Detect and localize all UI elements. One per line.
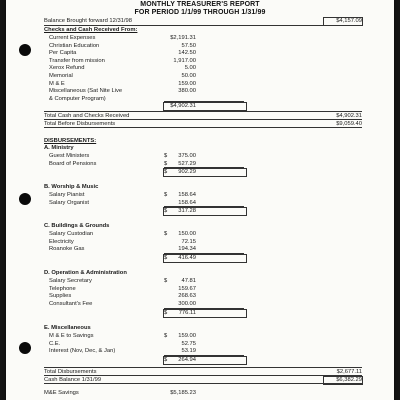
savings-row: [6, 389, 394, 397]
section-total: 264.94: [178, 356, 196, 363]
dollar-sign: $: [164, 332, 168, 339]
disbursement-amount: 159.00: [178, 332, 196, 339]
disbursement-amount: 150.00: [178, 230, 196, 237]
dollar-sign: $: [164, 277, 168, 284]
receipt-amount: 57.50: [181, 42, 196, 49]
rule: [44, 383, 362, 384]
section-title-row: [6, 269, 394, 277]
receipts-heading-row: [6, 26, 394, 34]
balance-forward-label: Balance Brought forward 12/31/98: [44, 18, 132, 24]
disbursement-row: [6, 277, 394, 285]
section-title: A. Ministry: [44, 145, 74, 151]
receipt-amount: $2,191.31: [170, 35, 196, 41]
disbursement-label: Salary Pianist: [49, 191, 85, 198]
section-total: 416.49: [178, 254, 196, 261]
receipt-label: & Computer Program): [49, 95, 106, 102]
section-title: E. Miscellaneous: [44, 325, 91, 331]
section-title-row: [6, 324, 394, 332]
disbursement-label: Guest Ministers: [49, 152, 90, 159]
section-total-box: [163, 254, 247, 263]
receipt-amount: 5.00: [184, 65, 196, 72]
cash-balance-label: Cash Balance 1/31/99: [44, 376, 102, 383]
disbursement-amount: 47.81: [181, 277, 196, 284]
report-period: FOR PERIOD 1/1/99 THROUGH 1/31/99: [134, 9, 266, 16]
receipt-label: Transfer from mission: [49, 57, 105, 64]
section-title-row: [6, 183, 394, 191]
receipt-label: Xerox Refund: [49, 65, 85, 72]
disbursement-amount: 194.34: [178, 246, 196, 253]
dollar-sign: $: [164, 152, 168, 159]
total-before-label: Total Before Disbursements: [44, 120, 116, 127]
receipt-amount: 142.50: [178, 50, 196, 57]
disbursement-row: [6, 160, 394, 168]
receipt-label: M & E: [49, 80, 65, 87]
section-total: 902.29: [178, 168, 196, 175]
disbursement-label: Board of Pensions: [49, 160, 97, 167]
receipt-label: Current Expenses: [49, 35, 96, 41]
disbursement-amount: 159.67: [178, 285, 196, 292]
receipt-label: Miscellaneous (Sat Nite Live: [49, 88, 123, 95]
disbursements-heading: DISBURSEMENTS:: [44, 138, 97, 144]
dollar-sign: $: [164, 309, 168, 316]
disbursement-label: Electricity: [49, 238, 74, 245]
dollar-sign: $: [164, 356, 168, 363]
dollar-sign: $: [164, 254, 168, 261]
disbursement-row: [6, 199, 394, 207]
disbursement-label: Salary Custodian: [49, 230, 94, 237]
receipt-label: Per Capita: [49, 50, 77, 57]
section-total: 776.11: [178, 309, 196, 316]
disbursement-amount: 527.29: [178, 160, 196, 167]
disbursement-label: Roanoke Gas: [49, 246, 85, 253]
receipt-label: Memorial: [49, 73, 73, 79]
cash-balance-amount: $6,382.29: [336, 376, 362, 383]
section-total-box: [163, 309, 247, 318]
section-title: B. Worship & Music: [44, 184, 99, 190]
section-total-box: [163, 168, 247, 177]
disbursement-label: Supplies: [49, 293, 72, 300]
disbursement-row: [6, 347, 394, 355]
disbursement-label: C.E.: [49, 340, 61, 347]
dollar-sign: $: [164, 168, 168, 175]
disbursement-row: [6, 238, 394, 246]
section-title: D. Operation & Administration: [44, 270, 127, 276]
balance-forward-amount: $4,157.09: [336, 18, 362, 24]
receipt-amount: 380.00: [178, 88, 196, 95]
dollar-sign: $: [164, 160, 168, 167]
savings-label: M&E Savings: [44, 390, 79, 396]
total-disbursements-label: Total Disbursements: [44, 368, 97, 375]
receipt-amount: 159.00: [178, 80, 196, 87]
disbursement-label: Telephone: [49, 285, 76, 292]
section-title-row: [6, 144, 394, 152]
receipt-amount: 50.00: [181, 73, 196, 79]
receipt-amount: 1,917.00: [173, 57, 196, 64]
total-before-amount: $9,059.40: [336, 120, 362, 127]
dollar-sign: $: [164, 191, 168, 198]
section-title: C. Buildings & Grounds: [44, 223, 110, 229]
disbursement-label: Consultant's Fee: [49, 301, 93, 308]
section-title-row: [6, 222, 394, 230]
rule: [44, 127, 362, 128]
receipts-heading: Checks and Cash Received From:: [44, 27, 138, 33]
disbursement-amount: 158.64: [178, 199, 196, 206]
disbursement-amount: 52.75: [181, 340, 196, 347]
disbursement-label: M & E to Savings: [49, 332, 94, 339]
section-total: 317.28: [178, 207, 196, 214]
disbursement-row: [6, 340, 394, 348]
disbursement-amount: 158.64: [178, 191, 196, 198]
dollar-sign: $: [164, 207, 168, 214]
disbursement-row: [6, 292, 394, 300]
receipts-subtotal: $4,902.31: [170, 102, 196, 109]
disbursement-row: [6, 230, 394, 238]
savings-amount: $5,185.23: [170, 390, 196, 396]
report-page: [6, 0, 394, 400]
disbursement-amount: 53.19: [181, 348, 196, 355]
dollar-sign: $: [164, 230, 168, 237]
total-received-amount: $4,902.31: [336, 112, 362, 119]
disbursement-amount: 72.15: [181, 238, 196, 245]
receipt-label: Christian Education: [49, 42, 100, 49]
disbursement-row: [6, 245, 394, 253]
disbursement-row: [6, 300, 394, 308]
disbursement-amount: 375.00: [178, 152, 196, 159]
disbursement-label: Salary Organist: [49, 199, 89, 206]
report-title: MONTHLY TREASURER'S REPORT: [140, 1, 260, 8]
disbursement-label: Salary Secretary: [49, 277, 92, 284]
section-total-box: [163, 207, 247, 216]
disbursement-amount: 300.00: [178, 301, 196, 308]
disbursement-row: [6, 152, 394, 160]
disbursement-amount: 268.63: [178, 293, 196, 300]
disbursement-row: [6, 332, 394, 340]
section-total-box: [163, 356, 247, 365]
total-disbursements-amount: $2,677.11: [336, 368, 362, 375]
disbursement-row: [6, 285, 394, 293]
receipts-subtotal-box: [163, 102, 247, 111]
total-received-label: Total Cash and Checks Received: [44, 112, 130, 119]
disbursement-label: Interest (Nov, Dec, & Jan): [49, 348, 116, 355]
disbursement-row: [6, 191, 394, 199]
